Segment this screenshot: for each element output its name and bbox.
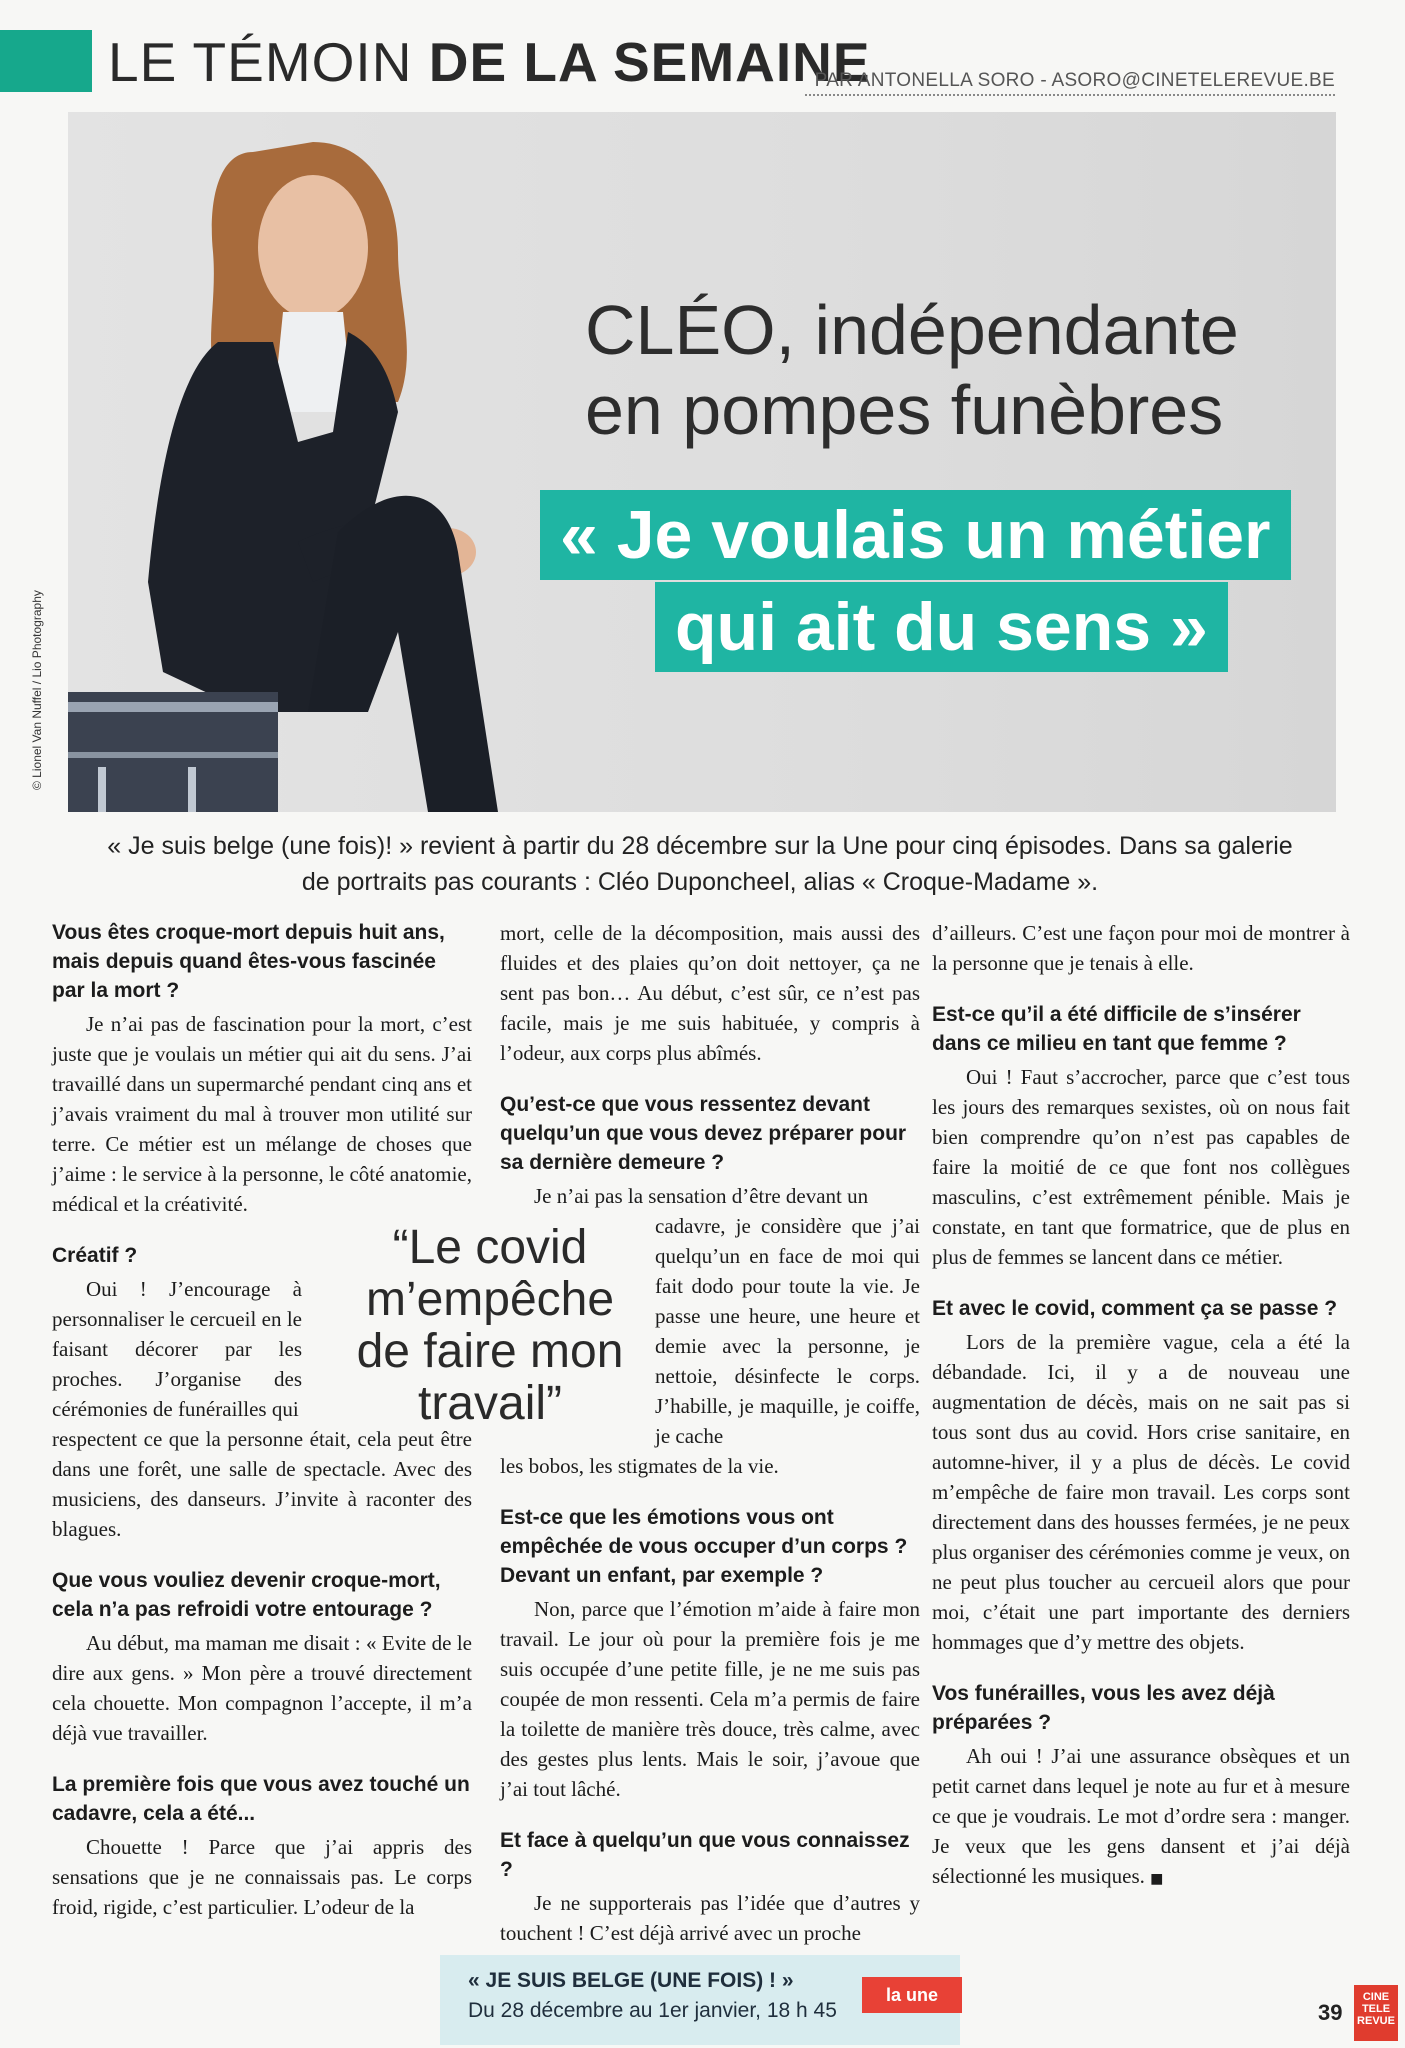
- intro-line-1: « Je suis belge (une fois)! » revient à partir du 28 décembre sur la Une pour cinq épisodes. Dans sa galerie: [107, 832, 1293, 860]
- headline-line-2: en pompes funèbres: [585, 371, 1224, 449]
- answer-4a: Chouette ! Parce que j’ai appris des sensations que je ne connaissais pas. Le corps froid, rigide, c’est particulier. L’odeur de la: [52, 1835, 472, 1919]
- question-7: Et face à quelqu’un que vous connaissez ?: [500, 1829, 910, 1881]
- quote-box: [540, 490, 1320, 690]
- question-6: Est-ce que les émotions vous ont empêchée de vous occuper d’un corps ? Devant un enfant, par exemple ?: [500, 1506, 908, 1587]
- answer-5c: les bobos, les stigmates de la vie.: [500, 1454, 779, 1478]
- magazine-logo: CINE TELE REVUE: [1354, 1985, 1398, 2041]
- section-tab: [0, 30, 92, 92]
- byline: [805, 70, 1335, 96]
- question-4: La première fois que vous avez touché un cadavre, cela a été...: [52, 1773, 470, 1825]
- answer-2b: respectent ce que la personne était, cela peut être dans une forêt, une salle de spectacle. Avec des musiciens, des danseurs. J’invite à raconter des blagues.: [52, 1427, 472, 1541]
- channel-logo: la une: [862, 1977, 962, 2013]
- answer-2a: Oui ! J’encourage à personnaliser le cercueil en le faisant décorer par les proches. J’organise des cérémonies de funérailles qui: [52, 1277, 302, 1421]
- headline: [585, 290, 1239, 450]
- answer-7b: d’ailleurs. C’est une façon pour moi de montrer à la personne que je tenais à elle.: [932, 921, 1350, 975]
- article-column-1: [52, 918, 472, 1944]
- broadcast-banner: [440, 1955, 960, 2045]
- answer-4b: mort, celle de la décomposition, mais aussi des fluides et des plaies qu’on doit nettoyer, ça ne sent pas bon… Au début, c’est sûr, ce n’est pas facile, mais je me suis habituée, y compris à l’odeur, aux corps plus abîmés.: [500, 921, 920, 1065]
- end-mark: ■: [1150, 1871, 1164, 1887]
- photo-credit: © Lionel Van Nuffel / Lio Photography: [30, 590, 44, 790]
- question-2: Créatif ?: [52, 1244, 138, 1267]
- answer-10: [932, 1741, 1350, 1894]
- answer-5b: cadavre, je considère que j’ai quelqu’un en face de moi qui fait dodo pour toute la vie. Je passe une heure, une heure et demie avec la personne, je nettoie, désinfecte le corps. J’habille, je maquille, je coiffe, je cache: [655, 1214, 920, 1448]
- answer-3: Au début, ma maman me disait : « Evite de le dire aux gens. » Mon père a trouvé directement cela chouette. Mon compagnon l’accepte, il m’a déjà vue travailler.: [52, 1631, 472, 1745]
- page-number: 39: [1318, 2000, 1343, 2025]
- byline-text: PAR ANTONELLA SORO - ASORO@CINETELEREVUE.BE: [814, 70, 1335, 91]
- question-3: Que vous vouliez devenir croque-mort, cela n’a pas refroidi votre entourage ?: [52, 1569, 441, 1621]
- pull-quote: “Le covid m’empêche de faire mon travail”: [356, 1221, 624, 1430]
- question-8: Est-ce qu’il a été difficile de s’insérer dans ce milieu en tant que femme ?: [932, 1003, 1301, 1055]
- portrait-illustration: [68, 112, 1336, 812]
- quote-line-2: qui ait du sens »: [655, 582, 1228, 672]
- headline-line-1: CLÉO, indépendante: [585, 291, 1239, 369]
- page-header: [0, 0, 1405, 110]
- portrait-photo: [68, 112, 1336, 812]
- section-title: [108, 30, 871, 94]
- answer-7a: Je ne supporterais pas l’idée que d’autres y touchent ! C’est déjà arrivé avec un proche: [500, 1891, 920, 1945]
- article-column-2: [500, 918, 920, 1970]
- question-5: Qu’est-ce que vous ressentez devant quelqu’un que vous devez préparer pour sa dernière demeure ?: [500, 1093, 907, 1174]
- question-10: Vos funérailles, vous les avez déjà préparées ?: [932, 1682, 1275, 1734]
- answer-9: Lors de la première vague, cela a été la débandade. Ici, il y a de nouveau une augmentation de décès, mais on ne sait pas si tous sont dus au covid. Hors crise sanitaire, en automne-hiver, il y a plus de décès. Le covid m’empêche de faire mon travail. Les corps sont directement dans des housses fermées, je ne peux plus organiser des cérémonies comme je veux, on ne peut plus toucher au cercueil alors que pour moi, c’était une part importante des derniers hommages que d’y mettre des objets.: [932, 1330, 1350, 1654]
- answer-6: Non, parce que l’émotion m’aide à faire mon travail. Le jour où pour la première fois je me suis occupée d’une petite fille, je ne me suis pas coupée de mon ressenti. Cela m’a permis de faire la toilette de manière très douce, très calme, avec des gestes plus lents. Mais le soir, j’avoue que j’ai tout lâché.: [500, 1597, 920, 1801]
- answer-8: Oui ! Faut s’accrocher, parce que c’est tous les jours des remarques sexistes, où on nous fait bien comprendre qu’on n’est pas capables de faire la moitié de ce que font nos collègues masculins, c’est extrêmement pénible. Mais je constate, en tant que formatrice, que de plus en plus de femmes se lancent dans ce métier.: [932, 1065, 1350, 1269]
- show-title: « JE SUIS BELGE (UNE FOIS) ! »: [468, 1969, 794, 1992]
- intro-line-2: de portraits pas courants : Cléo Duponcheel, alias « Croque-Madame ».: [301, 868, 1099, 896]
- answer-1: Je n’ai pas de fascination pour la mort, c’est juste que je voulais un métier qui ait du sens. J’ai travaillé dans un supermarché pendant cinq ans et j’avais vraiment du mal à trouver mon utilité sur terre. Ce métier est un mélange de choses que j’aime : le service à la personne, le côté anatomie, médical et la créativité.: [52, 1012, 472, 1216]
- question-9: Et avec le covid, comment ça se passe ?: [932, 1297, 1338, 1320]
- section-title-bold: DE LA SEMAINE: [428, 31, 871, 93]
- broadcast-dates: Du 28 décembre au 1er janvier, 18 h 45: [468, 1999, 837, 2022]
- question-1: Vous êtes croque-mort depuis huit ans, mais depuis quand êtes-vous fascinée par la mort ?: [52, 921, 445, 1002]
- answer-5a: Je n’ai pas la sensation d’être devant un: [534, 1184, 869, 1208]
- article-column-3: [932, 918, 1350, 1916]
- intro: [50, 828, 1350, 900]
- answer-10-text: Ah oui ! J’ai une assurance obsèques et un petit carnet dans lequel je note au fur et à mesure ce que je voudrais. Le mot d’ordre sera : manger. Je veux que les gens dansent et j’ai déjà sélectionné les musiques.: [932, 1744, 1350, 1888]
- section-title-light: LE TÉMOIN: [108, 31, 413, 93]
- quote-line-1: « Je voulais un métier: [540, 490, 1291, 580]
